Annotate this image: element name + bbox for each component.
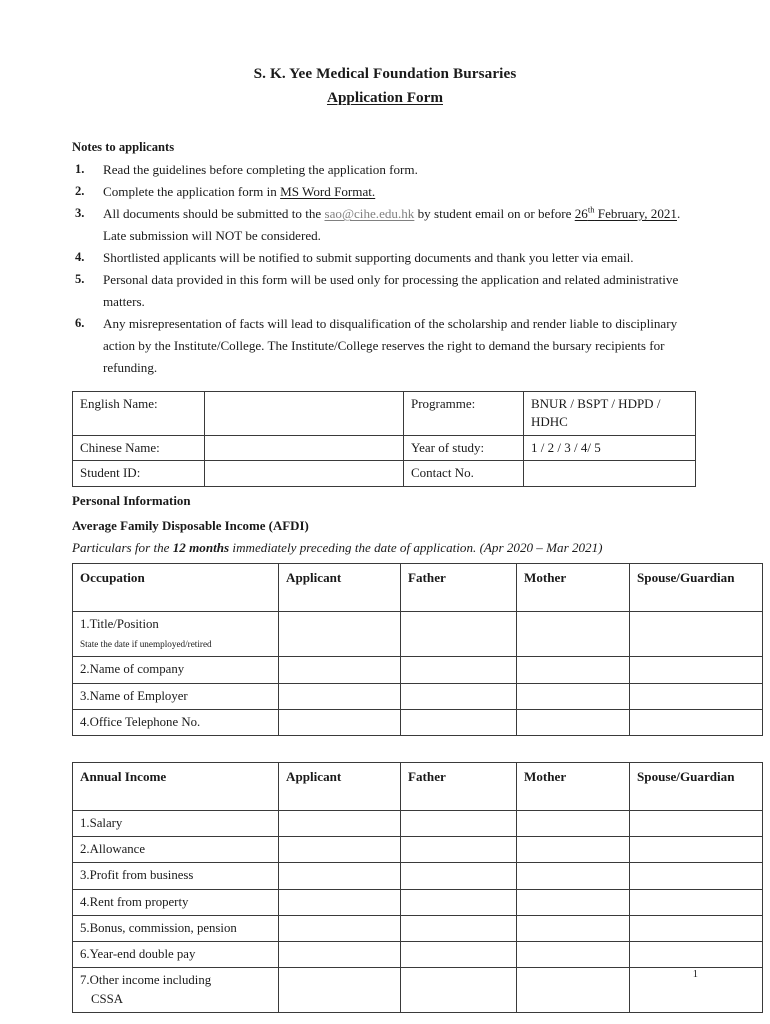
- income-row-label: 2.Allowance: [73, 837, 279, 863]
- cell-mother[interactable]: [517, 863, 630, 889]
- table-header-row: [73, 762, 763, 810]
- note-number: 3.: [75, 205, 85, 220]
- cell-father[interactable]: [401, 941, 517, 967]
- cell-mother[interactable]: [517, 941, 630, 967]
- annual-income-header-mother: Mother: [517, 762, 630, 810]
- annual-income-header-father: Father: [401, 762, 517, 810]
- income-row-label: 3.Profit from business: [73, 863, 279, 889]
- cell-mother[interactable]: [517, 915, 630, 941]
- cell-mother[interactable]: [517, 837, 630, 863]
- note-number: 4.: [75, 249, 85, 264]
- table-row: [73, 941, 763, 967]
- document-title: S. K. Yee Medical Foundation Bursaries: [253, 65, 517, 82]
- cell-mother[interactable]: [517, 810, 630, 836]
- personal-information-heading: Personal Information: [72, 493, 191, 508]
- note-item-5: [72, 269, 698, 313]
- cell-spouse[interactable]: [630, 709, 763, 735]
- note-item-3: [72, 203, 698, 247]
- table-row: [73, 391, 696, 435]
- cell-mother[interactable]: [517, 657, 630, 683]
- table-row: [73, 889, 763, 915]
- income-row-label-text-line2: CSSA: [91, 992, 124, 1007]
- cell-applicant[interactable]: [279, 889, 401, 915]
- table-row: [73, 915, 763, 941]
- particulars-lead: Particulars for the: [72, 540, 173, 556]
- note-text: Shortlisted applicants will be notified to submit supporting documents and thank you letter via email.: [103, 249, 634, 265]
- cell-applicant[interactable]: [279, 810, 401, 836]
- income-row-label: 4.Rent from property: [73, 889, 279, 915]
- notes-heading: Notes to applicants: [72, 140, 175, 155]
- note-text-mid: by student email on or before: [414, 205, 575, 221]
- cell-applicant[interactable]: [279, 941, 401, 967]
- cell-spouse[interactable]: [630, 941, 763, 967]
- cell-spouse[interactable]: [630, 657, 763, 683]
- deadline-date: [575, 206, 677, 221]
- occupation-row-label: 4.Office Telephone No.: [73, 709, 279, 735]
- note-text: Personal data provided in this form will be used only for processing the application and related administrative matters.: [103, 271, 679, 309]
- note-text: Any misrepresentation of facts will lead to disqualification of the scholarship and render liable to disciplinary action by the Institute/College. The Institute/College reserves the right to demand the bursary recipients for refunding.: [103, 315, 678, 375]
- cell-father[interactable]: [401, 810, 517, 836]
- cell-spouse[interactable]: [630, 863, 763, 889]
- student-id-label: Student ID:: [73, 461, 205, 486]
- cell-father[interactable]: [401, 612, 517, 657]
- cell-father[interactable]: [401, 968, 517, 1013]
- afdi-heading: Average Family Disposable Income (AFDI): [72, 518, 309, 533]
- note-item-6: [72, 313, 698, 379]
- table-row: [73, 683, 763, 709]
- cell-applicant[interactable]: [279, 915, 401, 941]
- cell-father[interactable]: [401, 683, 517, 709]
- student-id-field[interactable]: [205, 461, 404, 486]
- occupation-header-applicant: Applicant: [279, 564, 401, 612]
- income-row-label: 5.Bonus, commission, pension: [73, 915, 279, 941]
- cell-father[interactable]: [401, 863, 517, 889]
- table-row: [73, 837, 763, 863]
- cell-applicant[interactable]: [279, 612, 401, 657]
- income-row-label: 6.Year-end double pay: [73, 941, 279, 967]
- cell-father[interactable]: [401, 709, 517, 735]
- annual-income-header-applicant: Applicant: [279, 762, 401, 810]
- cell-father[interactable]: [401, 915, 517, 941]
- cell-spouse[interactable]: [630, 810, 763, 836]
- table-row: [73, 461, 696, 486]
- income-row-label-text: 7.Other income including: [80, 973, 212, 988]
- year-of-study-label: Year of study:: [404, 435, 524, 460]
- cell-father[interactable]: [401, 837, 517, 863]
- income-row-label: [73, 968, 279, 1013]
- document-subtitle: [72, 86, 698, 110]
- annual-income-header: Annual Income: [73, 762, 279, 810]
- cell-mother[interactable]: [517, 683, 630, 709]
- note-text-tail: . Late submission will NOT be considered.: [103, 205, 681, 243]
- cell-spouse[interactable]: [630, 915, 763, 941]
- year-of-study-field[interactable]: 1 / 2 / 3 / 4/ 5: [524, 435, 696, 460]
- programme-label: Programme:: [404, 391, 524, 435]
- notes-list: [72, 159, 698, 379]
- note-text: Read the guidelines before completing the application form.: [103, 162, 418, 178]
- cell-applicant[interactable]: [279, 968, 401, 1013]
- cell-applicant[interactable]: [279, 863, 401, 889]
- note-text-lead: All documents should be submitted to the: [103, 205, 325, 221]
- note-number: 1.: [75, 162, 85, 177]
- table-row: [73, 435, 696, 460]
- table-header-row: [73, 564, 763, 612]
- cell-mother[interactable]: [517, 612, 630, 657]
- sao-email-link[interactable]: sao@cihe.edu.hk: [324, 205, 415, 221]
- cell-mother[interactable]: [517, 709, 630, 735]
- occupation-header-father: Father: [401, 564, 517, 612]
- note-number: 2.: [75, 184, 85, 198]
- particulars-note: [72, 538, 698, 559]
- table-row: [73, 863, 763, 889]
- chinese-name-field[interactable]: [205, 435, 404, 460]
- note-number: 5.: [75, 271, 85, 286]
- cell-applicant[interactable]: [279, 837, 401, 863]
- deadline-day: 26: [574, 205, 588, 221]
- cell-mother[interactable]: [517, 889, 630, 915]
- occupation-header: Occupation: [73, 564, 279, 612]
- programme-field[interactable]: BNUR / BSPT / HDPD / HDHC: [524, 391, 696, 435]
- note-number: 6.: [75, 315, 85, 330]
- note-item-4: [72, 247, 698, 269]
- contact-no-field[interactable]: [524, 461, 696, 486]
- cell-applicant[interactable]: [279, 657, 401, 683]
- cell-applicant[interactable]: [279, 709, 401, 735]
- note-text-lead: Complete the application form in: [103, 184, 281, 199]
- cell-mother[interactable]: [517, 968, 630, 1013]
- cell-applicant[interactable]: [279, 683, 401, 709]
- particulars-tail: immediately preceding the date of application. (Apr 2020 – Mar 2021): [229, 540, 603, 556]
- contact-no-label: Contact No.: [404, 461, 524, 486]
- identity-table: [72, 391, 696, 487]
- table-row: [73, 968, 763, 1013]
- occupation-row-label-text: 1.Title/Position: [80, 617, 159, 632]
- cell-spouse[interactable]: [630, 837, 763, 863]
- chinese-name-label: Chinese Name:: [73, 435, 205, 460]
- cell-spouse[interactable]: [630, 889, 763, 915]
- note-item-2: [72, 181, 698, 203]
- annual-income-header-spouse: Spouse/Guardian: [630, 762, 763, 810]
- particulars-period: 12 months: [172, 540, 230, 556]
- english-name-label: English Name:: [73, 391, 205, 435]
- ms-word-format-emphasis: MS Word Format.: [280, 184, 376, 199]
- document-subtitle-text: Application Form: [326, 88, 443, 106]
- table-row: [73, 810, 763, 836]
- occupation-row-label: 2.Name of company: [73, 657, 279, 683]
- occupation-header-mother: Mother: [517, 564, 630, 612]
- cell-father[interactable]: [401, 889, 517, 915]
- deadline-day-suffix: th: [587, 204, 595, 215]
- english-name-field[interactable]: [205, 391, 404, 435]
- table-row: [73, 709, 763, 735]
- occupation-row-label: [73, 612, 279, 657]
- table-row: [73, 612, 763, 657]
- table-row: [73, 657, 763, 683]
- occupation-header-spouse: Spouse/Guardian: [630, 564, 763, 612]
- cell-father[interactable]: [401, 657, 517, 683]
- deadline-month-year: February, 2021: [594, 205, 677, 221]
- occupation-row-subnote: State the date if unemployed/retired: [80, 638, 212, 649]
- annual-income-table: [72, 762, 763, 1014]
- cell-spouse[interactable]: [630, 683, 763, 709]
- note-item-1: [72, 159, 698, 181]
- page-number: 1: [692, 969, 698, 980]
- cell-spouse[interactable]: [630, 612, 763, 657]
- occupation-table: [72, 563, 763, 736]
- occupation-row-label: 3.Name of Employer: [73, 683, 279, 709]
- income-row-label: 1.Salary: [73, 810, 279, 836]
